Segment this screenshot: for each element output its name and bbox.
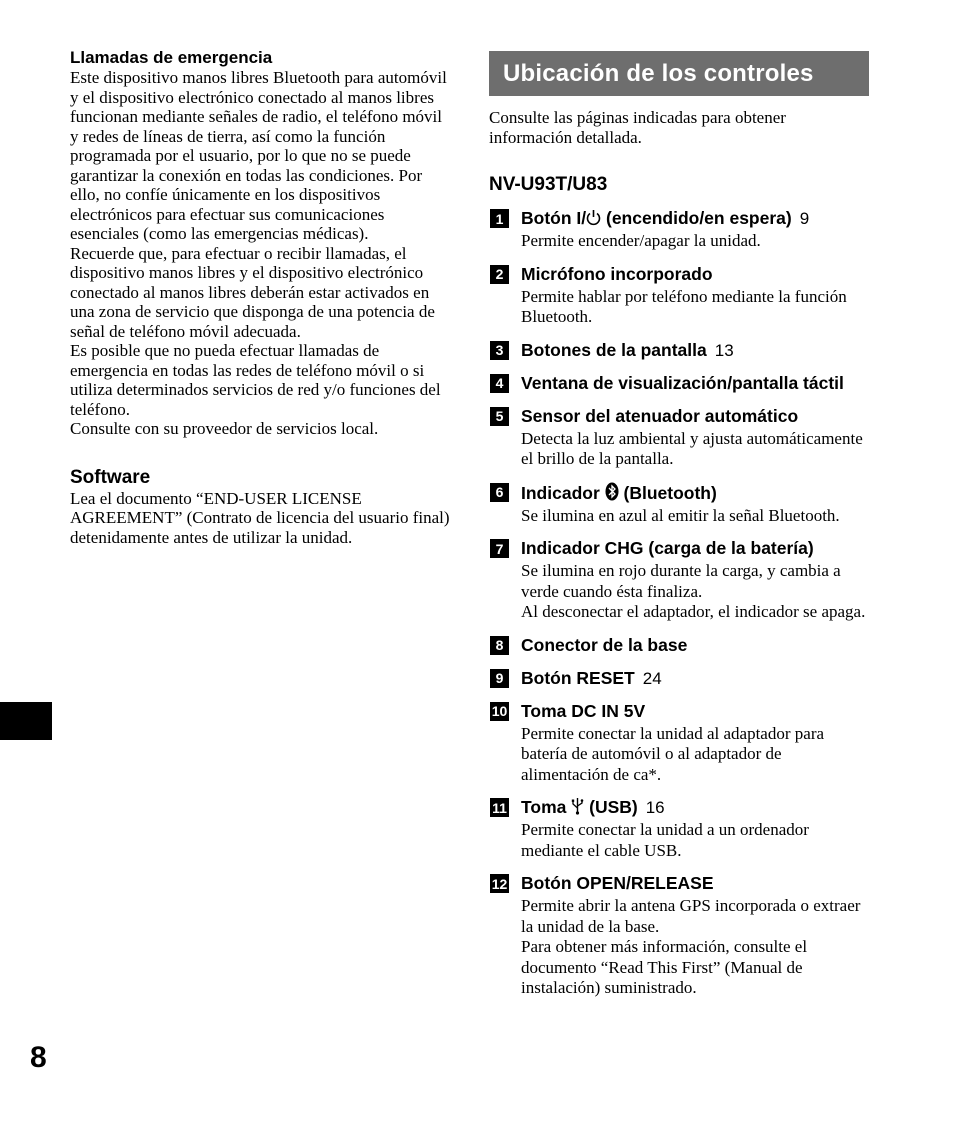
control-item [489,373,869,394]
emergency-paragraph-1: Este dispositivo manos libres Bluetooth para automóvil y el dispositivo electrónico conectado al manos libres funcionan mediante señales de radio, el teléfono móvil y redes de líneas de tierra, así como la función programada por el usuario, por lo que no se puede garantizar la conexión en todas las condiciones. Por ello, no confíe únicamente en los dispositivos electrónicos para efectuar sus comunicaciones esenciales (como las emergencias médicas). [70,68,447,243]
control-description: Para obtener más información, consulte el documento “Read This First” (Manual de instalación) suministrado. [521,937,808,997]
control-item [489,668,869,689]
control-item [489,482,869,527]
control-title [521,340,869,361]
right-column [489,51,869,1011]
control-title-suffix: (USB) [584,797,638,817]
software-paragraph: Lea el documento “END-USER LICENSE AGREEMENT” (Contrato de licencia del usuario final) detenidamente antes de utilizar la unidad. [70,488,450,547]
control-title [521,797,869,818]
emergency-calls-heading: Llamadas de emergencia [70,48,273,67]
control-title-text: Conector de la base [521,634,688,655]
usb-icon [571,797,584,817]
control-description: Permite conectar la unidad a un ordenador mediante el cable USB. [521,820,809,860]
control-title-text: Botón I/ [521,208,587,228]
control-title [521,668,869,689]
control-title [521,373,869,394]
control-title-text: Ventana de visualización/pantalla táctil [521,372,844,393]
control-description: Permite conectar la unidad al adaptador para batería de automóvil o al adaptador de alimentación de ca*. [521,723,825,784]
item-number-badge: 1 [490,209,509,228]
control-title [521,635,869,656]
control-description: Permite abrir la antena GPS incorporada o extraer la unidad de la base. [521,896,861,936]
control-title-text: Botones de la pantalla [521,339,707,360]
control-item [489,797,869,861]
control-item [489,538,869,623]
control-title-text: Botón RESET [521,667,635,688]
item-number-badge: 3 [490,341,509,360]
section-title: Ubicación de los controles [503,59,814,87]
section-tab-marker [0,702,52,740]
control-description: Al desconectar el adaptador, el indicador se apaga. [521,602,866,621]
item-number-badge: 11 [490,798,509,817]
intro-text: Consulte las páginas indicadas para obtener información detallada. [489,108,786,147]
control-title [521,873,869,894]
control-item [489,873,869,999]
control-description: Detecta la luz ambiental y ajusta automáticamente el brillo de la pantalla. [521,428,863,468]
control-item [489,406,869,470]
emergency-paragraph-4: Consulte con su proveedor de servicios local. [70,419,379,438]
item-number-badge: 7 [490,539,509,558]
control-title [521,208,869,229]
control-title-suffix: (encendido/en espera) [601,208,792,228]
item-number-badge: 10 [491,703,508,719]
emergency-paragraph-3: Es posible que no pueda efectuar llamadas de emergencia en todas las redes de teléfono móvil o si utiliza determinados servicios de red y/o funciones del teléfono. [70,341,441,419]
item-number-badge: 8 [490,636,509,655]
control-item [489,340,869,361]
controls-list [489,208,869,999]
page-number: 8 [30,1041,47,1074]
item-number-badge: 5 [490,407,509,426]
item-number-badge: 9 [490,669,509,688]
section-title-bar [489,51,869,96]
control-title [521,701,869,722]
item-number-badge: 6 [490,483,509,502]
control-item [489,701,869,786]
bluetooth-icon [605,483,619,503]
control-description: Se ilumina en azul al emitir la señal Bluetooth. [521,505,840,525]
control-title [521,482,869,504]
control-description: Permite encender/apagar la unidad. [521,231,761,250]
control-title [521,264,869,285]
page-reference: 24 [642,668,662,688]
page-reference: 13 [714,340,734,360]
software-heading: Software [70,466,151,488]
item-number-badge: 2 [490,265,509,284]
model-heading: NV-U93T/U83 [489,174,608,195]
control-item [489,264,869,328]
item-number-badge: 12 [491,875,508,892]
control-title-text: Sensor del atenuador automático [521,405,799,426]
page-reference: 16 [645,798,665,817]
emergency-paragraph-2: Recuerde que, para efectuar o recibir llamadas, el dispositivo manos libres y el dispositivo electrónico conectado al manos libres deberán estar activados en una zona de servicio que disponga de una potencia de señal de teléfono móvil adecuada. [70,243,435,341]
item-number-badge: 4 [490,374,509,393]
control-title-text: Indicador [521,482,605,503]
control-description: Se ilumina en rojo durante la carga, y cambia a verde cuando ésta finaliza. [521,561,841,601]
control-title-text: Indicador CHG (carga de la batería) [521,538,814,558]
control-title-text: Botón OPEN/RELEASE [521,873,714,893]
left-column [70,48,452,547]
control-item [489,635,869,656]
control-title [521,538,869,559]
control-item [489,208,869,252]
page-reference: 9 [799,209,810,228]
power-icon [586,208,601,228]
control-title-suffix: (Bluetooth) [618,482,717,503]
control-title-text: Micrófono incorporado [521,263,713,284]
control-title-text: Toma [521,797,572,817]
control-title [521,406,869,427]
control-description: Permite hablar por teléfono mediante la función Bluetooth. [521,286,847,326]
control-title-text: Toma DC IN 5V [521,700,646,721]
